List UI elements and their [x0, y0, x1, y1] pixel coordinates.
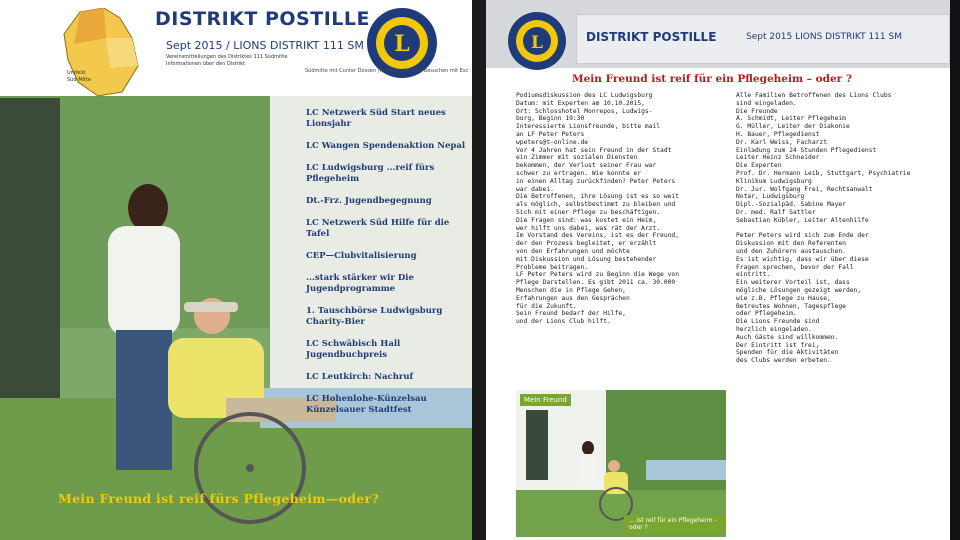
photo-caption: ... ist reif für ein Pflegeheim - oder ?: [624, 515, 726, 533]
article-photo: [516, 390, 726, 537]
photo-label: Mein Freund: [520, 394, 571, 406]
toc-item: LC Hohenlohe-Künzelsau Künzelsauer Stadtfest: [306, 394, 427, 415]
cover-page: [0, 0, 472, 540]
article-page: [486, 0, 960, 540]
article-column-1: Podiumsdiskussion des LC Ludwigsburg Datum: mit Experten am 10.10.2015, Ort: Schlosshotel Monrepos, Ludwigs- burg, Beginn 19:30 Interessierte Lionsfreunde, bitte mail an LF Peter Peters wpeters@t-online.de Vor 4 Jahren hat sein Freund in der Stadt ein Zimmer mit sozialen Diensten bekommen, der Verlust seiner Frau war schwer zu ertragen. Wie konnte er in einen Alltag zurückfinden? Peter Peters war dabei. Die Betroffenen, ihre Lösung ist es so weit als möglich, selbstbestimmt zu bleiben und Sich mit einer Pflege zu beschäftigen. Die Fragen sind: was kostet ein Heim, wer hilft uns dabei, was rät der Arzt. Im Vorstand des Vereins, ist es der Freund, der den Prozess begleitet, er erzählt von den Erfahrungen und möchte mit Diskussion und Lösung bestehender Probleme beitragen. LF Peter Peters wird zu Beginn die Wege von Pflege Darstellen. Es gibt 2011 ca. 30.000 Menschen die in Pflege Gehen, Erfahrungen aus den Gesprächen für die Zukunft. Sein Freund bedarf der Hilfe, und der Lions Club hilft.: [516, 92, 680, 326]
page-gutter: [472, 0, 486, 540]
lions-logo: [506, 10, 568, 72]
toc-item: Dt.-Frz. Jugendbegegnung: [306, 196, 432, 206]
toc-item: LC Wangen Spendenaktion Nepal: [306, 141, 466, 151]
page-edge: [950, 0, 960, 540]
toc-item: LC Schwäbisch Hall Jugendbuchpreis: [306, 339, 401, 360]
toc-item: LC Netzwerk Süd Hilfe für die Tafel: [306, 218, 450, 239]
svg-text:L: L: [531, 33, 543, 53]
district-map-icon: [60, 8, 146, 98]
article-column-2: Alle Familien Betroffenen des Lions Clubs sind eingeladen. Die Freunde A. Schmidt, Leiter Pflegeheim G. Müller, Leiter der Diakonie H. Bauer, Pflegedienst Dr. Karl Weiss, Facharzt Einladung zum 24 Stunden Pflegedienst Leiter Heinz Schneider Die Experten Prof. Dr. Hermann Leib, Stuttgart, Psychiatrie Klinikum Ludwigsburg Dr. Jur. Wolfgang Frei, Rechtsanwalt Notar, Ludwigsburg Dipl.-Sozialpäd. Sabine Mayer Dr. med. Ralf Sattler Sebastian Kübler, Leiter Altenhilfe Peter Peters wird sich zum Ende der Diskussion mit den Referenten und den Zuhörern austauschen. Es ist wichtig, dass wir über diese Fragen sprechen, bevor der Fall eintritt. Ein weiterer Vorteil ist, dass mögliche Lösungen gezeigt werden, wie z.B. Pflege zu Hause, Betreutes Wohnen, Tagespflege oder Pflegeheim. Die Lions Freunde sind herzlich eingeladen. Auch Gäste sind willkommen. Der Eintritt ist frei, Spenden für die Aktivitäten des Clubs werden erbeten.: [736, 92, 911, 365]
article-headline: Mein Freund ist reif für ein Pflegeheim – oder ?: [572, 73, 852, 85]
toc-item: 1. Tauschbörse Ludwigsburg Charity-Bier: [306, 306, 443, 327]
toc-item: LC Leutkirch: Nachruf: [306, 372, 414, 382]
toc-item: LC Ludwigsburg ...reif fürs Pflegeheim: [306, 163, 435, 184]
toc-item: LC Netzwerk Süd Start neues Lionsjahr: [306, 108, 446, 129]
cover-caption: Mein Freund ist reif fürs Pflegeheim—oder?: [58, 491, 380, 506]
photo-header-text: Südmitte mit Cunter Dossen (Präsidentkanten) Besuchen mit Esc: [305, 68, 469, 74]
toc-item: CEP—Clubvitalisierung: [306, 251, 417, 261]
map-label: Umfeld Süd-Mitte: [67, 70, 92, 83]
table-of-contents: [306, 108, 466, 427]
cover-tiny-line-2: Informationen über den Distrikt: [166, 61, 245, 67]
article-band-title: DISTRIKT POSTILLE: [586, 30, 717, 44]
toc-item: ...stark stärker wir Die Jugendprogramme: [306, 273, 414, 294]
cover-title: DISTRIKT POSTILLE: [155, 8, 370, 30]
cover-tiny-line-1: Vereinsmitteilungen des Distriktes 111 Südmitte: [166, 54, 288, 60]
svg-text:L: L: [394, 31, 410, 57]
cover-subtitle: Sept 2015 / LIONS DISTRIKT 111 SM: [166, 39, 364, 52]
article-band-subtitle: Sept 2015 LIONS DISTRIKT 111 SM: [746, 32, 902, 42]
